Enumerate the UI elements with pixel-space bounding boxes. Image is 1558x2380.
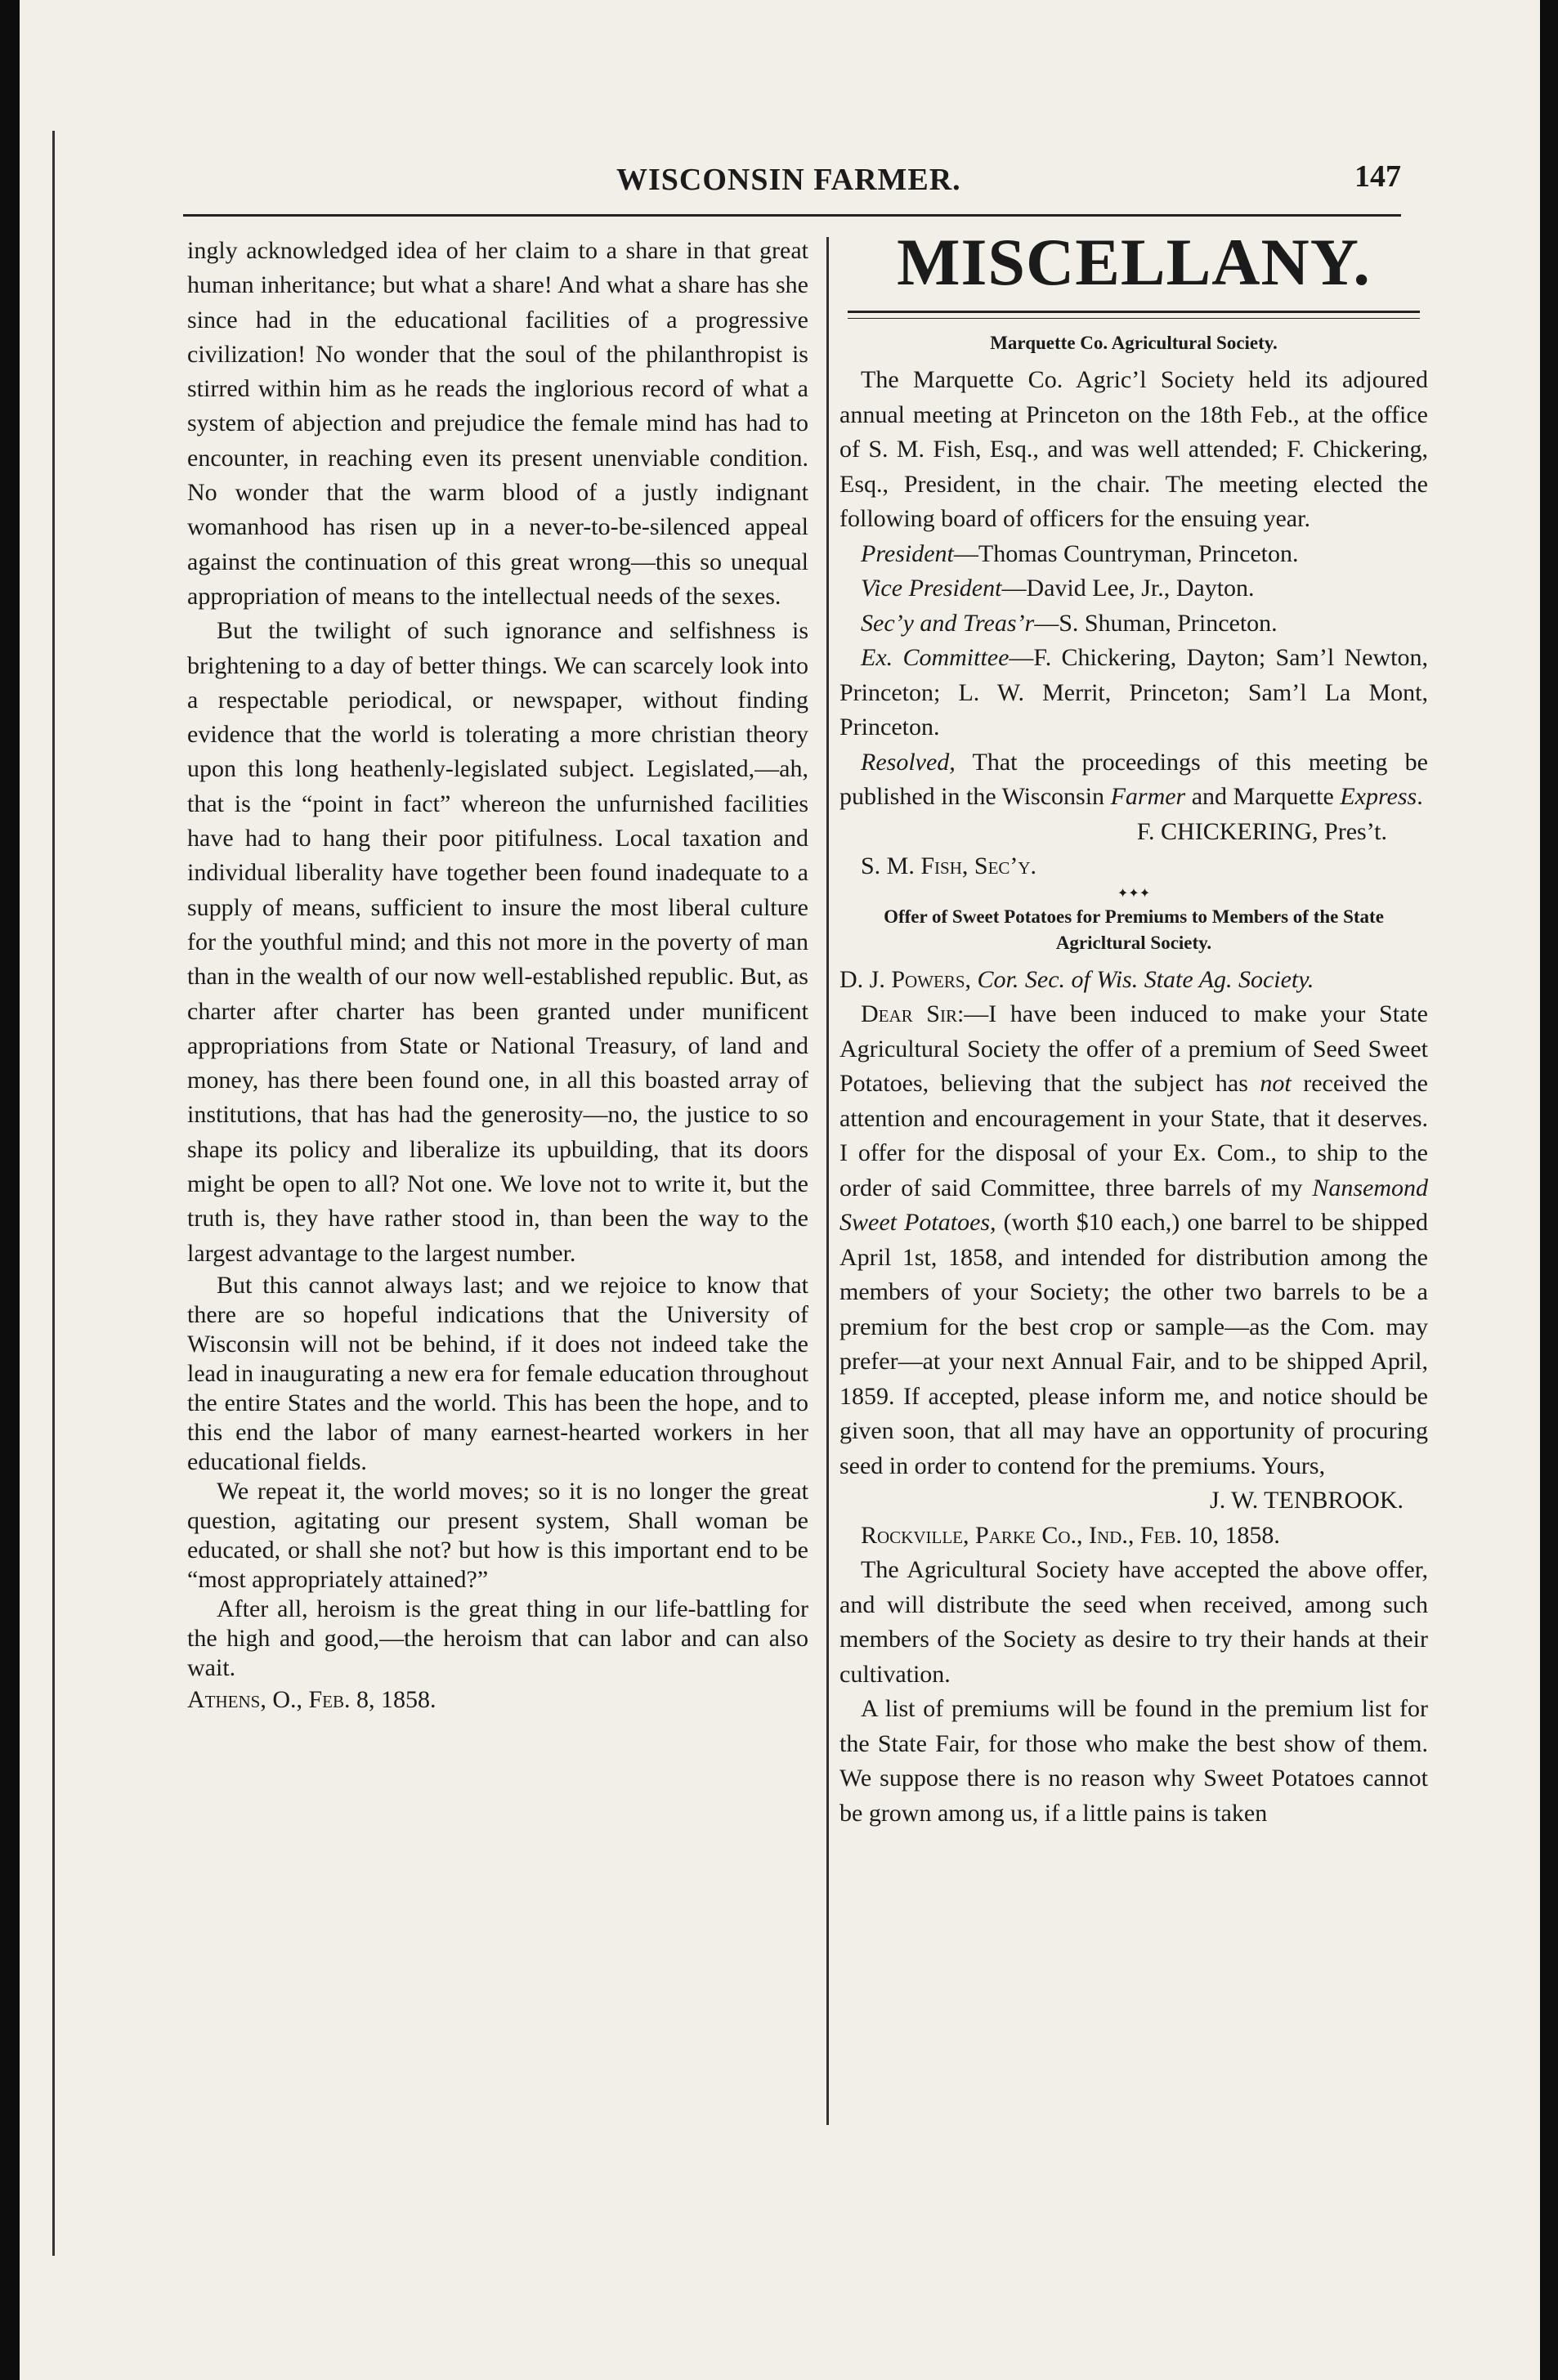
section-ornament: ✦✦✦ <box>1117 886 1151 901</box>
letter-signature: J. W. TENBROOK. <box>1210 1487 1404 1514</box>
scanned-page <box>20 0 1540 2380</box>
letter-dateline: Rockville, Parke Co., Ind., Feb. 10, 1858. <box>861 1521 1280 1549</box>
officer-name: —David Lee, Jr., Dayton. <box>1001 575 1255 602</box>
page-header <box>183 159 1401 211</box>
title-double-rule <box>848 311 1420 319</box>
addressee-name: D. J. Powers, <box>839 965 972 993</box>
letter-body <box>839 997 1428 1483</box>
officer-name: —F. Chickering, Dayton; Sam’l Newton, Princeton; L. W. Merrit, Princeton; Sam’l La Mont, Princeton. <box>839 644 1428 740</box>
letter-text: received the attention and encouragement in your State, that it deserves. I offer for the disposal of your Ex. Com., to ship to the order of said Committee, three barrels of my <box>839 1070 1428 1201</box>
officer-role: Vice President <box>861 575 1002 602</box>
secretary-signature: S. M. Fish, Sec’y. <box>861 852 1037 879</box>
officer-line <box>839 641 1428 745</box>
potato-variety: Nansemond Sweet Potatoes, <box>839 1174 1428 1236</box>
essay-paragraph: But this cannot always last; and we rejoice to know that there are so hopeful indications that the University of Wisconsin will not be behind, if it does not indeed take the lead in inaugurating a new era for female education throughout the entire States and the world. This has been the hope, and to this end the labor of many earnest-hearted workers in her educational fields. <box>187 1271 808 1475</box>
section-title: MISCELLANY. <box>897 225 1371 299</box>
officer-name: —S. Shuman, Princeton. <box>1034 609 1278 637</box>
essay-dateline: Athens, O., Feb. 8, 1858. <box>187 1685 437 1713</box>
resolution <box>839 745 1428 815</box>
officer-line <box>839 571 1428 606</box>
officer-role: Ex. Committee <box>861 644 1010 671</box>
officer-name: —Thomas Countryman, Princeton. <box>953 539 1299 567</box>
editorial-note: A list of premiums will be found in the premium list for the State Fair, for those who make the best show of them. We suppose there is no reason why Sweet Potatoes cannot be grown among us, if a little pains is taken <box>839 1695 1428 1827</box>
left-column <box>187 234 808 1717</box>
addressee <box>839 963 1428 998</box>
article-intro: The Marquette Co. Agric’l Society held its adjoured annual meeting at Princeton on the 18th Feb., at the office of S. M. Fish, Esq., and was well attended; F. Chickering, Esq., President, in the chair. The meeting elected the following board of officers for the ensuing year. <box>839 366 1428 532</box>
president-signature: F. CHICKERING, Pres’t. <box>1136 817 1387 845</box>
resolution-text: That the proceedings of this meeting be published in the Wisconsin <box>839 748 1428 810</box>
emphasis-not: not <box>1260 1070 1292 1097</box>
officer-role: Sec’y and Treas’r <box>861 609 1035 637</box>
article-heading: Offer of Sweet Potatoes for Premiums to Members of the State Agricltural Society. <box>884 906 1384 953</box>
column-divider <box>826 237 829 2125</box>
essay-paragraph: ingly acknowledged idea of her claim to a share in that great human inheritance; but what a share! And what a share has she since had in the educational facilities of a progressive civilization! No wonder that the soul of the philanthropist is stirred within him as he reads the inglorious record of what a system of abjection and prejudice the female mind has had to encounter, in reaching even its present unenviable condition. No wonder that the warm blood of a justly indignant womanhood has risen up in a never-to-be-silenced appeal against the continuation of this great wrong—this so unequal appropriation of means to the intellectual needs of the sexes. <box>187 237 808 610</box>
running-head: WISCONSIN FARMER. <box>616 163 961 197</box>
right-column <box>839 222 1428 1831</box>
letter-text: —I have been induced to make your State Agricultural Society the offer of a premium of Seed Sweet Potatoes, believing that the subject has <box>839 1000 1429 1097</box>
salutation: Dear Sir: <box>861 1000 965 1027</box>
officer-line <box>839 537 1428 572</box>
letter-text: (worth $10 each,) one barrel to be shipped April 1st, 1858, and intended for distribution among the members of your Society; the other two barrels to be a premium for the best crop or sample—as the Com. may prefer—at your next Annual Fair, and to be shipped April, 1859. If accepted, please inform me, and notice should be given soon, that all may have an opportunity of procuring seed in order to contend for the premiums. Yours, <box>839 1209 1428 1479</box>
resolution-text: . <box>1417 783 1423 810</box>
page-number: 147 <box>1354 159 1401 194</box>
officer-line <box>839 606 1428 642</box>
addressee-title: Cor. Sec. of Wis. State Ag. Society. <box>971 965 1314 993</box>
page-edge-rule <box>52 131 55 2256</box>
essay-paragraph: We repeat it, the world moves; so it is no longer the great question, agitating our present system, Shall woman be educated, or shall she not? but how is this important end to be “most appropriately attained?” <box>187 1477 808 1593</box>
essay-paragraph: After all, heroism is the great thing in our life-battling for the high and good,—the heroism that can labor and can also wait. <box>187 1595 808 1681</box>
paper-name-express: Express <box>1340 783 1417 810</box>
resolution-text: and Marquette <box>1185 783 1341 810</box>
resolved-label: Resolved, <box>861 748 956 776</box>
essay-paragraph: But the twilight of such ignorance and selfishness is brightening to a day of better things. We can scarcely look into a respectable periodical, or newspaper, without finding evidence that the world is tolerating a more christian theory upon this long heathenly-legislated subject. Legislated,—ah, that is the “point in fact” whereon the unfurnished facilities have had to hang their poor pitifulness. Local taxation and individual liberality have together been found inadequate to a supply of means, sufficient to insure the most liberal culture for the youthful mind; and this not more in the poverty of man than in the wealth of our now well-established republic. But, as charter after charter has been granted under munificent appropriations from State or National Treasury, of land and money, has there been found one, in all this boasted array of institutions, that has had the generosity—no, the justice to so shape its policy and liberalize its upbuilding, that its doors might be open to all? Not one. We love not to write it, but the truth is, they have rather stood in, than been the way to the largest advantage to the largest number. <box>187 617 808 1267</box>
article-heading: Marquette Co. Agricultural Society. <box>990 333 1278 353</box>
officer-role: President <box>861 539 954 567</box>
editorial-note: The Agricultural Society have accepted the above offer, and will distribute the seed when received, among such members of the Society as desire to try their hands at their cultivation. <box>839 1556 1428 1688</box>
header-rule <box>183 214 1401 217</box>
paper-name-farmer: Farmer <box>1110 783 1186 810</box>
